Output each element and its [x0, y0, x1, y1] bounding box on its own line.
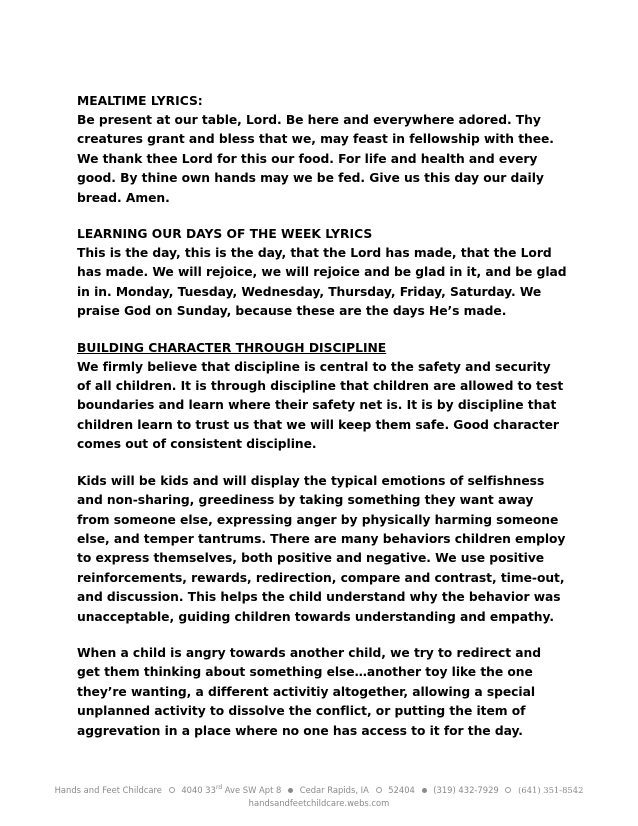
section-paragraph: When a child is angry towards another child, we try to redirect and get them thinking about something else…another toy like the one they’re wanting, a different activitiy altogether, allowing a special unplanned activity to dissolve the conflict, or putting the item of aggrevation in a place where no one has access to it for the day. — [77, 645, 541, 738]
document-body — [77, 92, 567, 758]
section-heading: LEARNING OUR DAYS OF THE WEEK LYRICS — [77, 227, 373, 242]
footer-business-name: Hands and Feet Childcare — [54, 784, 162, 795]
footer-city: Cedar Rapids, IA — [299, 784, 369, 795]
separator-dot-icon — [288, 788, 293, 793]
section-mealtime-lyrics — [77, 92, 567, 208]
footer-website: handsandfeetchildcare.webs.com — [248, 797, 390, 808]
footer-zip: 52404 — [388, 784, 415, 795]
separator-ring-icon — [376, 787, 382, 793]
section-paragraph: We firmly believe that discipline is central to the safety and security of all children. It is through discipline that children are allowed to test boundaries and learn where their safety net is. It is by discipline that children learn to trust us that we will keep them safe. Good character comes out of consistent discipline. — [77, 359, 564, 452]
section-building-character — [77, 339, 567, 741]
separator-ring-icon — [505, 787, 511, 793]
section-heading: MEALTIME LYRICS: — [77, 94, 203, 108]
page-footer — [0, 781, 638, 810]
footer-street: 4040 33rd Ave SW Apt 8 — [181, 784, 282, 795]
separator-ring-icon — [169, 787, 175, 793]
section-heading: BUILDING CHARACTER THROUGH DISCIPLINE — [77, 340, 387, 355]
separator-dot-icon — [422, 788, 427, 793]
section-paragraph: Be present at our table, Lord. Be here and everywhere adored. Thy creatures grant and bless that we, may feast in fellowship with thee. We thank thee Lord for this our food. For life and health and every good. By thine own hands may we be fed. Give us this day our daily bread. Amen. — [77, 113, 554, 205]
footer-phone-primary: (319) 432-7929 — [433, 784, 499, 795]
footer-contact-line — [0, 781, 638, 797]
section-paragraph: This is the day, this is the day, that the Lord has made, that the Lord has made. We will rejoice, we will rejoice and be glad in it, and be glad in in. Monday, Tuesday, Wednesday, Thursday, Friday, Saturday. We praise God on Sunday, because these are the days He’s made. — [77, 246, 567, 319]
section-days-of-week-lyrics — [77, 225, 567, 322]
section-paragraph: Kids will be kids and will display the typical emotions of selfishness and non-sharing, greediness by taking something they want away from someone else, expressing anger by physically harming someone else, and temper tantrums. There are many behaviors children employ to express themselves, both positive and negative. We use positive reinforcements, rewards, redirection, compare and contrast, time-out, and discussion. This helps the child understand why the behavior was unacceptable, guiding children towards understanding and empathy. — [77, 473, 566, 624]
footer-phone-secondary: (641) 351-8542 — [518, 784, 584, 795]
